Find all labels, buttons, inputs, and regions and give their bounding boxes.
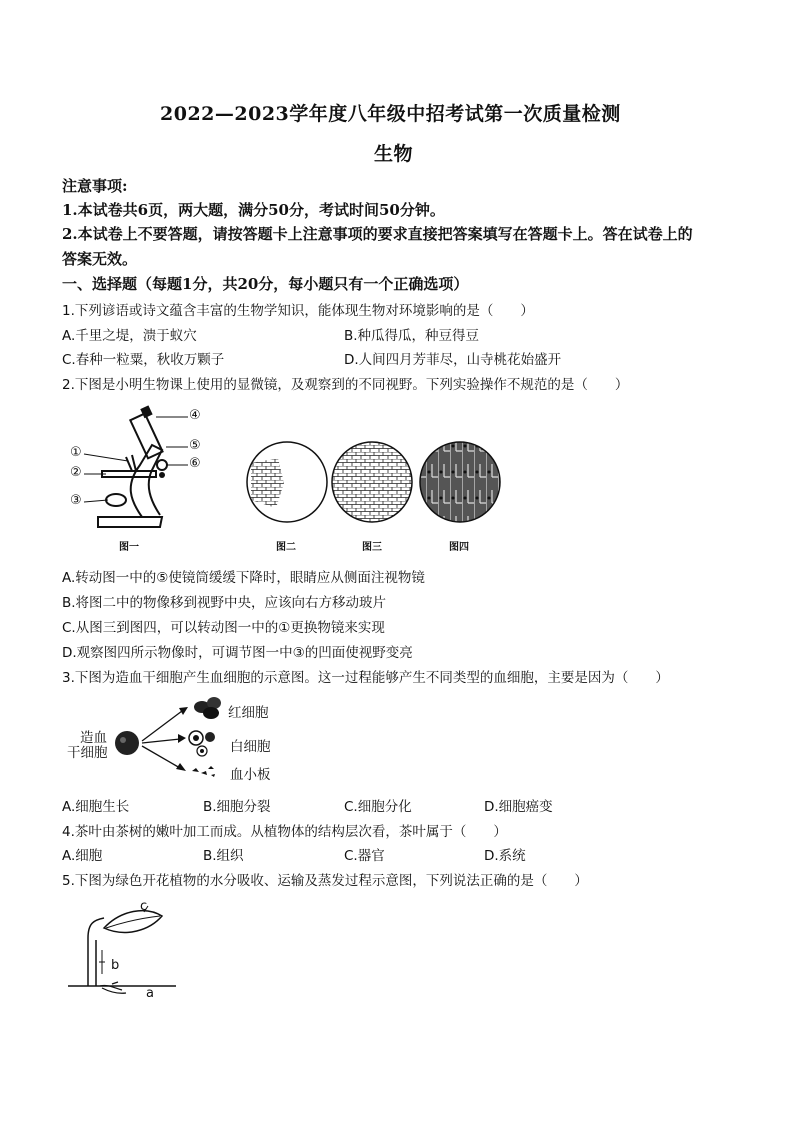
notes-item-2-line-1: 2.本试卷上不要答题，请按答题卡上注意事项的要求直接把答案填写在答题卡上。答在试卷上的 [62,225,693,243]
red-cell-label: 红细胞 [228,705,269,721]
notes-heading: 注意事项: [62,177,128,195]
q3-option-b: B.细胞分裂 [203,799,271,815]
q2-option-a: A.转动图一中的⑤使镜筒缓缓下降时，眼睛应从侧面注视物镜 [62,570,425,586]
q4-option-d: D.系统 [484,848,526,864]
label-3: ③ [70,493,82,508]
q4-stem: 4.茶叶由茶树的嫩叶加工而成。从植物体的结构层次看，茶叶属于（ ） [62,824,507,840]
plant-diagram [66,898,176,1003]
subject-title: 生物 [374,143,414,165]
q1-stem: 1.下列谚语或诗文蕴含丰富的生物学知识，能体现生物对环境影响的是（ ） [62,303,534,319]
q3-stem: 3.下图为造血干细胞产生血细胞的示意图。这一过程能够产生不同类型的血细胞，主要是因为（ ） [62,670,669,686]
platelet-label: 血小板 [230,767,271,783]
notes-item-1: 1.本试卷共6页，两大题，满分50分，考试时间50分钟。 [62,201,445,219]
stem-cell-label-line-2: 干细胞 [67,745,108,761]
q2-stem: 2.下图是小明生物课上使用的显微镜，及观察到的不同视野。下列实验操作不规范的是（ ） [62,377,629,393]
q2-option-b: B.将图二中的物像移到视野中央，应该向右方移动玻片 [62,595,387,611]
fig-caption-1: 图一 [119,542,139,553]
white-cell-label: 白细胞 [230,739,271,755]
label-6: ⑥ [189,456,201,471]
notes-item-2-line-2: 答案无效。 [62,250,138,268]
fig-caption-2: 图二 [276,542,296,553]
q3-option-a: A.细胞生长 [62,799,130,815]
section-1-heading: 一、选择题（每题1分，共20分，每小题只有一个正确选项） [62,275,469,293]
label-1: ① [70,445,82,460]
q1-option-b: B.种瓜得瓜，种豆得豆 [344,328,480,344]
label-4: ④ [189,408,201,423]
plant-label-c: c [140,899,148,914]
plant-label-a: a [146,986,154,1001]
q3-option-c: C.细胞分化 [344,799,412,815]
fig-caption-4: 图四 [449,542,469,553]
view-fields [246,438,504,528]
q2-option-c: C.从图三到图四，可以转动图一中的①更换物镜来实现 [62,620,385,636]
plant-label-b: b [111,958,120,973]
fig-caption-3: 图三 [362,542,382,553]
label-5: ⑤ [189,438,201,453]
q2-option-d: D.观察图四所示物像时，可调节图一中③的凹面使视野变亮 [62,645,413,661]
q3-option-d: D.细胞癌变 [484,799,553,815]
q1-option-c: C.春种一粒粟，秋收万颗子 [62,352,225,368]
q5-stem: 5.下图为绿色开花植物的水分吸收、运输及蒸发过程示意图，下列说法正确的是（ ） [62,873,588,889]
q4-option-b: B.组织 [203,848,244,864]
page-title: 2022—2023学年度八年级中招考试第一次质量检测 [160,103,621,125]
stem-cell-label-line-1: 造血 [80,730,107,746]
q4-option-c: C.器官 [344,848,385,864]
q1-option-d: D.人间四月芳菲尽，山寺桃花始盛开 [344,352,562,368]
q4-option-a: A.细胞 [62,848,103,864]
q1-option-a: A.千里之堤，溃于蚁穴 [62,328,197,344]
label-2: ② [70,465,82,480]
